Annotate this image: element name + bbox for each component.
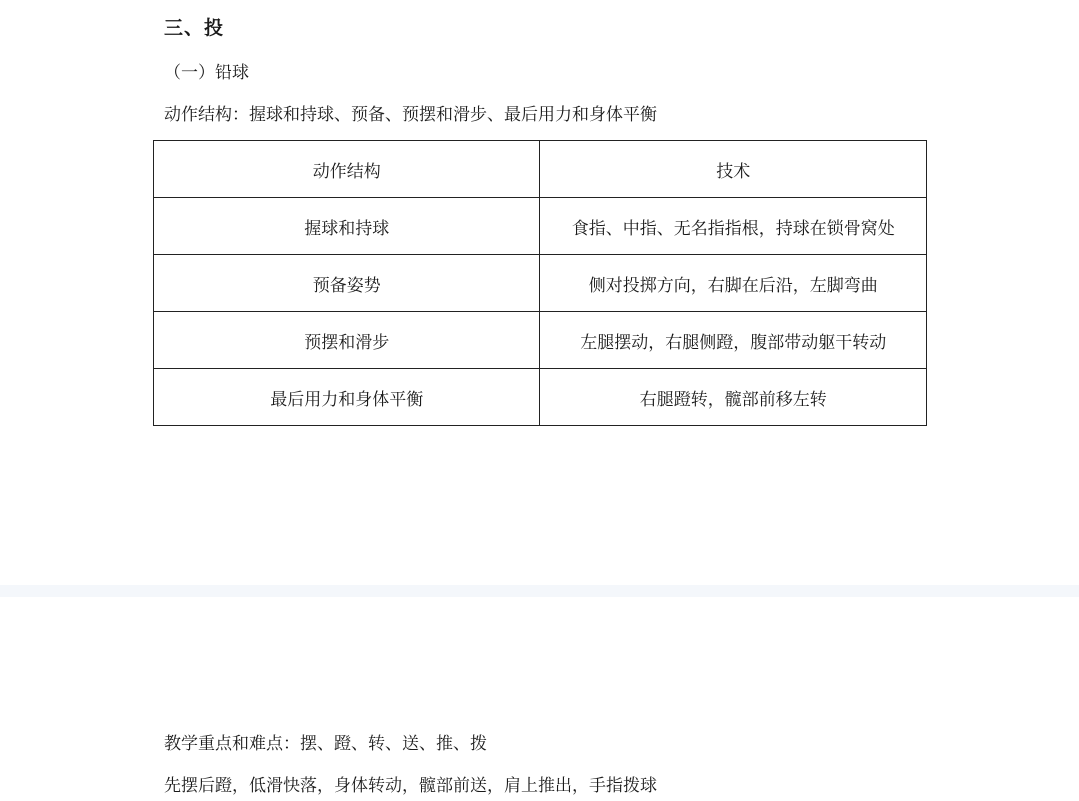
table-cell: 最后用力和身体平衡 [154,369,540,426]
teaching-key-points-text: 教学重点和难点：摆、蹬、转、送、推、拨 [164,734,487,754]
table-header-cell: 动作结构 [154,141,540,198]
table-cell: 右腿蹬转，髋部前移左转 [540,369,927,426]
table-cell: 握球和持球 [154,198,540,255]
section-title: 三、投 [164,17,225,39]
technique-summary-text: 先摆后蹬，低滑快落，身体转动，髋部前送，肩上推出，手指拨球 [164,776,657,796]
subsection-title: （一）铅球 [164,63,249,83]
technique-table [153,140,927,426]
action-structure-text: 动作结构：握球和持球、预备、预摆和滑步、最后用力和身体平衡 [164,105,657,125]
table-cell: 预备姿势 [154,255,540,312]
table-cell: 侧对投掷方向，右脚在后沿，左脚弯曲 [540,255,927,312]
table-cell: 食指、中指、无名指指根，持球在锁骨窝处 [540,198,927,255]
document-page-2 [0,597,1079,801]
table-cell: 左腿摆动，右腿侧蹬，腹部带动躯干转动 [540,312,927,369]
page-separator [0,585,1079,597]
table-cell: 预摆和滑步 [154,312,540,369]
table-row [154,369,927,426]
table-row [154,312,927,369]
table-row [154,255,927,312]
table-row [154,198,927,255]
table-header-cell: 技术 [540,141,927,198]
table-header-row [154,141,927,198]
